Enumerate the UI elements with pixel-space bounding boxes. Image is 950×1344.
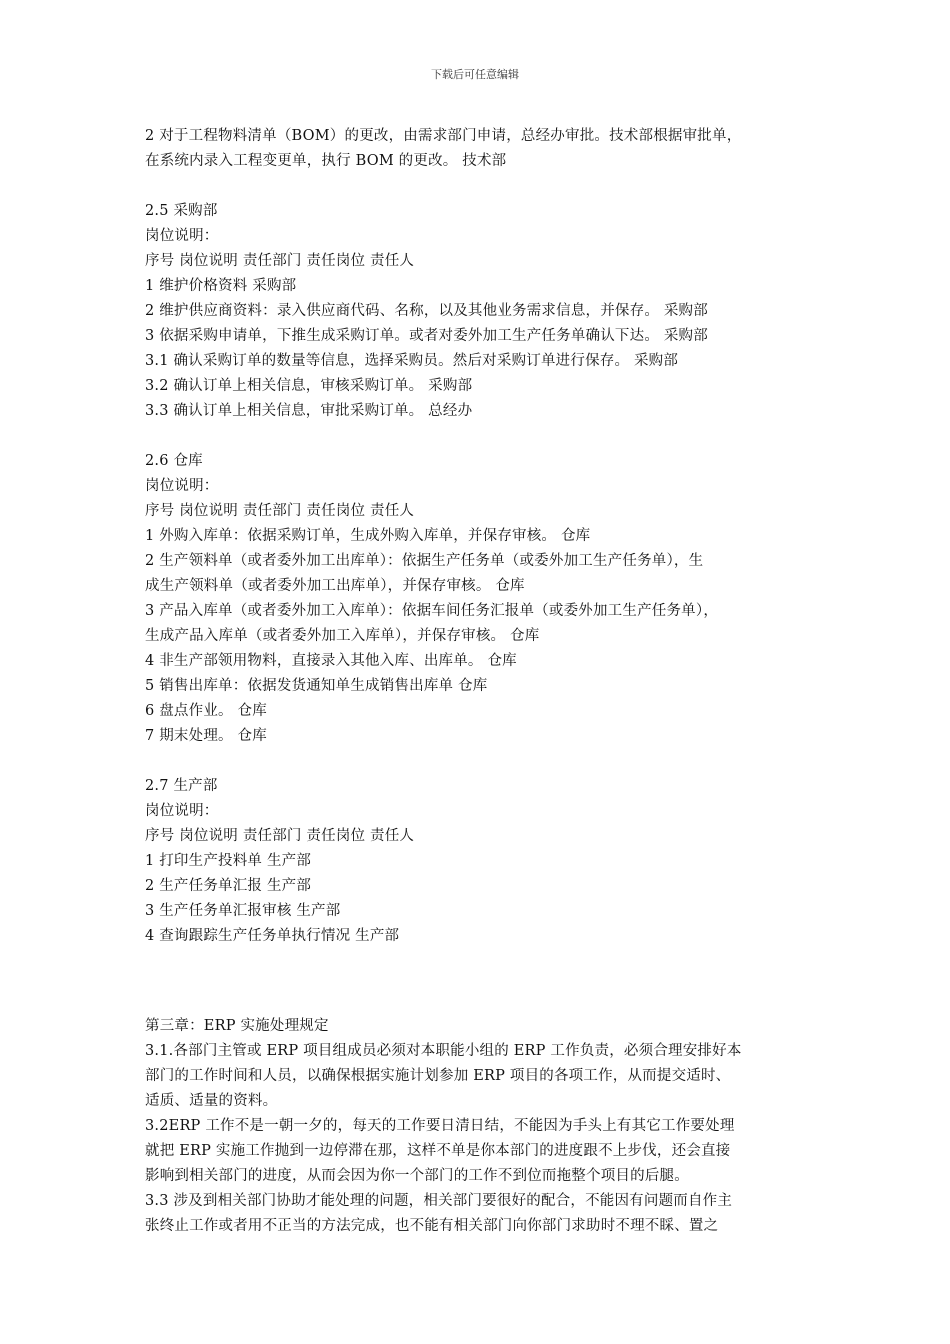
- paragraph-line: 3.2ERP 工作不是一朝一夕的，每天的工作要日清日结，不能因为手头上有其它工作要处理: [145, 1118, 735, 1134]
- table-header-line: 序号 岗位说明 责任部门 责任岗位 责任人: [145, 828, 415, 844]
- paragraph-line: 在系统内录入工程变更单，执行 BOM 的更改。 技术部: [145, 153, 507, 169]
- document-body: [145, 124, 817, 1239]
- list-item: 3 依据采购申请单，下推生成采购订单。或者对委外加工生产任务单确认下达。 采购部: [145, 328, 708, 344]
- table-header-line: 序号 岗位说明 责任部门 责任岗位 责任人: [145, 253, 415, 269]
- page-header: 下载后可任意编辑: [431, 68, 519, 81]
- list-item: 1 外购入库单：依据采购订单，生成外购入库单，并保存审核。 仓库: [145, 528, 591, 544]
- paragraph-line: 部门的工作时间和人员，以确保根据实施计划参加 ERP 项目的各项工作，从而提交适时、: [145, 1068, 731, 1084]
- table-header-line: 序号 岗位说明 责任部门 责任岗位 责任人: [145, 503, 415, 519]
- list-item: 2 生产领料单（或者委外加工出库单）：依据生产任务单（或委外加工生产任务单），生: [145, 553, 704, 569]
- list-item: 3 生产任务单汇报审核 生产部: [145, 903, 341, 919]
- paragraph-line: 2 对于工程物料清单（BOM）的更改，由需求部门申请，总经办审批。技术部根据审批单，: [145, 128, 742, 144]
- paragraph-line: 3.3 涉及到相关部门协助才能处理的问题，相关部门要很好的配合，不能因有问题而自作主: [145, 1193, 733, 1209]
- list-item: 5 销售出库单：依据发货通知单生成销售出库单 仓库: [145, 678, 488, 694]
- paragraph-line: 就把 ERP 实施工作抛到一边停滞在那，这样不单是你本部门的进度跟不上步伐，还会直接: [145, 1143, 731, 1159]
- paragraph-line: 3.1.各部门主管或 ERP 项目组成员必须对本职能小组的 ERP 工作负责，必须合理安排好本: [145, 1043, 742, 1059]
- post-description-label: 岗位说明：: [145, 478, 219, 494]
- paragraph-line: 张终止工作或者用不正当的方法完成，也不能有相关部门向你部门求助时不理不睬、置之: [145, 1218, 719, 1234]
- paragraph-line: 影响到相关部门的进度，从而会因为你一个部门的工作不到位而拖整个项目的后腿。: [145, 1168, 689, 1184]
- section-title-2-5: 2.5 采购部: [145, 203, 218, 219]
- list-item: 6 盘点作业。 仓库: [145, 703, 267, 719]
- list-item: 4 非生产部领用物料，直接录入其他入库、出库单。 仓库: [145, 653, 517, 669]
- list-item-continuation: 生成产品入库单（或者委外加工入库单），并保存审核。 仓库: [145, 628, 540, 644]
- list-item: 1 打印生产投料单 生产部: [145, 853, 312, 869]
- section-title-2-7: 2.7 生产部: [145, 778, 218, 794]
- list-item: 7 期末处理。 仓库: [145, 728, 267, 744]
- list-item: 3.3 确认订单上相关信息，审批采购订单。 总经办: [145, 403, 473, 419]
- paragraph-line: 适质、适量的资料。: [145, 1093, 278, 1109]
- post-description-label: 岗位说明：: [145, 803, 219, 819]
- list-item: 3.1 确认采购订单的数量等信息，选择采购员。然后对采购订单进行保存。 采购部: [145, 353, 679, 369]
- chapter-title-3: 第三章：ERP 实施处理规定: [145, 1018, 329, 1034]
- list-item-continuation: 成生产领料单（或者委外加工出库单），并保存审核。 仓库: [145, 578, 525, 594]
- list-item: 2 生产任务单汇报 生产部: [145, 878, 312, 894]
- list-item: 4 查询跟踪生产任务单执行情况 生产部: [145, 928, 400, 944]
- list-item: 3.2 确认订单上相关信息，审核采购订单。 采购部: [145, 378, 473, 394]
- list-item: 3 产品入库单（或者委外加工入库单）：依据车间任务汇报单（或委外加工生产任务单），: [145, 603, 719, 619]
- list-item: 1 维护价格资料 采购部: [145, 278, 297, 294]
- section-title-2-6: 2.6 仓库: [145, 453, 203, 469]
- post-description-label: 岗位说明：: [145, 228, 219, 244]
- list-item: 2 维护供应商资料：录入供应商代码、名称，以及其他业务需求信息，并保存。 采购部: [145, 303, 708, 319]
